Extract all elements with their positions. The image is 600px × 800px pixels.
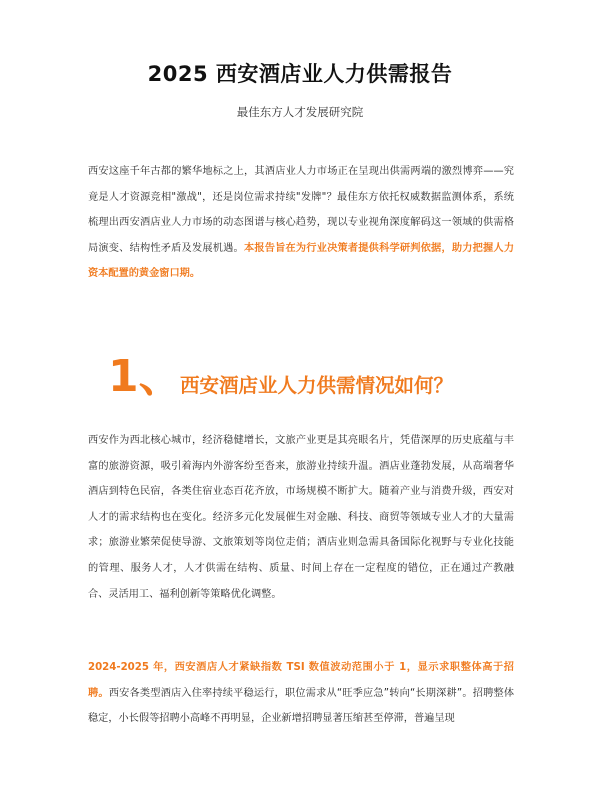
page-title: 2025 西安酒店业人力供需报告 <box>147 62 453 86</box>
intro-text: 西安这座千年古都的繁华地标之上，其酒店业人力市场正在呈现出供需两端的激烈博弈——究竟是人才资源竞相"激战"，还是岗位需求持续"发牌"？最佳东方依托权威数据监测体系，系统梳理出西安酒店业人力市场的动态图谱与核心趋势，现以专业视角深度解码这一领域的供需格局演变、结构性矛盾及发展机遇。 <box>88 166 514 254</box>
section-paragraph-2-text: 西安各类型酒店入住率持续平稳运行，职位需求从“旺季应急”转向“长期深耕”。招聘整体稳定，小长假等招聘小高峰不再明显，企业新增招聘显著压缩甚至停滞，普遍呈现 <box>88 687 515 725</box>
section-title: 西安酒店业人力供需情况如何？ <box>180 374 454 397</box>
section-number: 1、 <box>108 351 183 402</box>
section-paragraph-2 <box>88 655 514 732</box>
intro-paragraph <box>88 159 514 287</box>
section-paragraph-2-highlight: 2024-2025 年，西安酒店人才紧缺指数 TSI 数值波动范围小于 1，显示求职整体高于招聘。 <box>88 662 514 699</box>
intro-highlight: 本报告旨在为行业决策者提供科学研判依据，助力把握人力资本配置的黄金窗口期。 <box>88 242 515 280</box>
section-paragraph-1: 西安作为西北核心城市，经济稳健增长，文旅产业更是其亮眼名片，凭借深厚的历史底蕴与丰富的旅游资源，吸引着海内外游客纷至沓来，旅游业持续升温。酒店业蓬勃发展，从高端奢华酒店到特色民宿，各类住宿业态百花齐放，市场规模不断扩大。随着产业与消费升级，西安对人才的需求结构也在变化。经济多元化发展催生对金融、科技、商贸等领域专业人才的大量需求；旅游业繁荣促使导游、文旅策划等岗位走俏；酒店业则急需具备国际化视野与专业化技能的管理、服务人才，人才供需在结构、质量、时间上存在一定程度的错位，正在通过产教融合、灵活用工、福利创新等策略优化调整。 <box>88 435 514 600</box>
page-subtitle: 最佳东方人才发展研究院 <box>236 105 364 119</box>
